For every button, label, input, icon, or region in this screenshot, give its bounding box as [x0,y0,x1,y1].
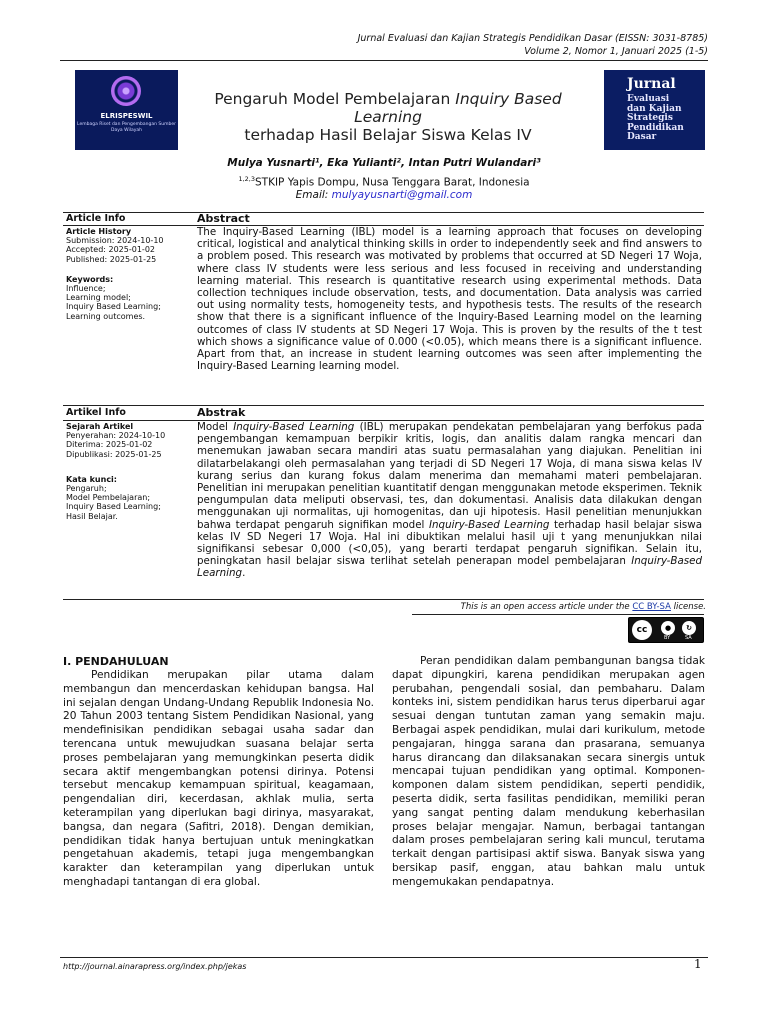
body-column-right: Peran pendidikan dalam pembangunan bangsa tidak dapat dipungkiri, karena pendidikan merupakan agen perubahan, pengendali sosial, dan pembaharu. Dalam konteks ini, sistem pendidikan harus terus diperbarui agar sesuai dengan tuntutan zaman yang semakin maju. Berbagai aspek pendidikan, mulai dari kurikulum, metode pengajaran, hingga sarana dan prasarana, semuanya harus dirancang dan dilaksanakan secara sinergis untuk mencapai tujuan pendidikan yang optimal. Komponen-komponen dalam sistem pendidikan, seperti pendidik, peserta didik, serta fasilitas pendidikan, memiliki peran yang sangat penting dalam mendukung keberhasilan proses belajar mengajar. Namun, berbagai tantangan dalam proses pembelajaran sering kali muncul, terutama terkait dengan partisipasi aktif siswa. Banyak siswa yang bersikap pasif, enggan, atau bahkan malu untuk mengemukakan pendapatnya. [392,655,705,888]
page-number: 1 [694,957,702,971]
keyword: Learning outcomes. [66,311,146,321]
footer-rule [60,957,708,958]
license-rule [412,614,704,615]
keyword: Inquiry Based Learning; [66,302,161,312]
keyword: Inquiry Based Learning; [66,502,161,512]
email-line: Email: mulyayusnarti@gmail.com [295,189,473,201]
kata-kunci-heading: Kata kunci: [66,474,117,484]
authors: Mulya Yusnarti¹, Eka Yulianti², Intan Putri Wulandari³ [227,157,541,169]
abstrak-bottom-rule [63,599,704,600]
keywords-heading: Keywords: [66,274,114,284]
keyword: Model Pembelajaran; [66,493,151,503]
cc-icon: cc [632,620,652,640]
penyerahan-date: Penyerahan: 2024-10-10 [66,431,166,441]
artikel-info-heading: Artikel Info [66,407,126,418]
logo-name: ELRISPESWIL [100,112,153,120]
submission-date: Submission: 2024-10-10 [66,236,164,246]
journal-logo-title: Jurnal [627,76,676,92]
journal-header-line: Jurnal Evaluasi dan Kajian Strategis Pendidikan Dasar (EISSN: 3031-8785) [357,33,708,44]
keyword: Hasil Belajar. [66,511,118,521]
dipublikasi-date: Dipublikasi: 2025-01-25 [66,449,162,459]
abstract-top-rule [63,212,704,213]
journal-logo [604,70,705,150]
abstrak-heading: Abstrak [197,406,246,419]
journal-logo-subtitle: Evaluasi dan Kajian Strategis Pendidikan Dasar [627,94,684,142]
published-date: Published: 2025-01-25 [66,254,157,264]
sejarah-artikel-heading: Sejarah Artikel [66,422,134,431]
abstrak-text: Model Inquiry-Based Learning (IBL) merupakan pendekatan pembelajaran yang berfokus pada pengembangan kemampuan berpikir kritis, logis, dan analitis dalam rangka mencari dan menemukan jawaban secara mandiri atas suatu permasalahan yang diajukan. Penelitian ini dilatarbelakangi oleh permasalahan yang terjadi di SD Negeri 17 Woja, di mana siswa kelas IV kurang serius dan kurang fokus dalam menerima dan memahami materi pembelajaran. Penelitian ini merupakan penelitian kuantitatif dengan menggunakan metode eksperimen. Teknik pengumpulan data meliputi observasi, tes, dan dokumentasi. Analisis data dilakukan dengan menggunakan uji normalitas, uji homogenitas, dan uji hipotesis. Hasil penelitian menunjukkan bahwa terdapat pengaruh signifikan model Inquiry-Based Learning terhadap hasil belajar siswa kelas IV SD Negeri 17 Woja. Hal ini dibuktikan melalui hasil uji t yang menunjukkan nilai signifikansi sebesar 0,000 (<0,05), yang berarti terdapat pengaruh signifikan. Selain itu, peningkatan hasil belajar siswa terlihat setelah penerapan model pembelajaran Inquiry-Based Learning. [197,421,703,580]
volume-header-line: Volume 2, Nomor 1, Januari 2025 (1-5) [524,46,708,57]
keyword: Pengaruh; [66,484,107,494]
article-title: Pengaruh Model Pembelajaran Inquiry Based Learning terhadap Hasil Belajar Siswa Kelas IV [214,90,562,144]
header-divider [60,60,708,61]
article-info-heading: Article Info [66,213,126,224]
section-heading: I. PENDAHULUAN [63,655,169,668]
attribution-icon: ● [661,621,675,635]
keyword: Influence; [66,284,106,294]
logo-subtitle: Lembaga Riset dan Pengembangan Sumber Daya Wilayah [77,122,176,133]
accepted-date: Accepted: 2025-01-02 [66,245,155,255]
abstract-heading: Abstract [197,212,250,225]
email-link[interactable]: mulyayusnarti@gmail.com [331,189,473,201]
badge-by-label: BY [664,635,671,641]
institution-logo [75,70,178,150]
article-info-panel [66,227,191,321]
affiliation: $^{1,2,3}$STKIP Yapis Dompu, Nusa Tenggara Barat, Indonesia [238,175,530,189]
keyword: Learning model; [66,293,131,303]
body-column-left: Pendidikan merupakan pilar utama dalam membangun dan mencerdaskan kehidupan bangsa. Hal ini sejalan dengan Undang-Undang Republik Indonesia No. 20 Tahun 2003 tentang Sistem Pendidikan Nasional, yang mendefinisikan pendidikan sebagai usaha sadar dan terencana untuk mewujudkan suasana belajar serta proses pembelajaran yang memungkinkan peserta didik secara aktif mengembangkan potensi dirinya. Potensi tersebut mencakup kemampuan spiritual, keagamaan, pengendalian diri, kecerdasan, akhlak mulia, serta keterampilan yang diperlukan bagi dirinya, masyarakat, bangsa, dan negara (Safitri, 2018). Dengan demikian, pendidikan tidak hanya bertujuan untuk meningkatkan pengetahuan akademis, tetapi juga mengembangkan karakter dan keterampilan yang diperlukan untuk menghadapi tantangan di era global. [63,669,374,888]
logo-emblem-icon [111,76,141,106]
share-alike-icon: ↻ [682,621,696,635]
article-history-heading: Article History [66,227,132,236]
diterima-date: Diterima: 2025-01-02 [66,440,153,450]
abstract-bottom-rule [63,405,704,406]
badge-sa-label: SA [685,635,692,641]
cc-license-badge[interactable] [628,617,704,643]
license-statement: This is an open access article under the CC BY-SA license. [460,602,706,612]
abstract-text: The Inquiry-Based Learning (IBL) model is a learning approach that focuses on developing critical, logistical and analytical thinking skills in order to independently seek and find answers to a problem posed. This research was motivated by problems that occurred at SD Negeri 17 Woja, where class IV students were less serious and less focused in receiving and understanding learning material. This research is quantitative research using experimental methods. Data collection techniques include observation, tests, and documentation. Data analysis was carried out using normality tests, homogeneity tests, and hypothesis tests. The results of the research show that there is a significant influence of the Inquiry-Based Learning model on the learning outcomes of class IV students at SD Negeri 17 Woja. This is proven by the results of the t test which shows a significance value of 0.000 (<0.05), which means there is a significant influence. Apart from that, an increase in student learning outcomes was seen after implementing the Inquiry-Based Learning learning model. [197,226,702,373]
license-link[interactable]: CC BY-SA [632,602,671,612]
footer-url[interactable]: http://journal.ainarapress.org/index.php/jekas [63,962,247,971]
artikel-info-panel [66,422,191,521]
